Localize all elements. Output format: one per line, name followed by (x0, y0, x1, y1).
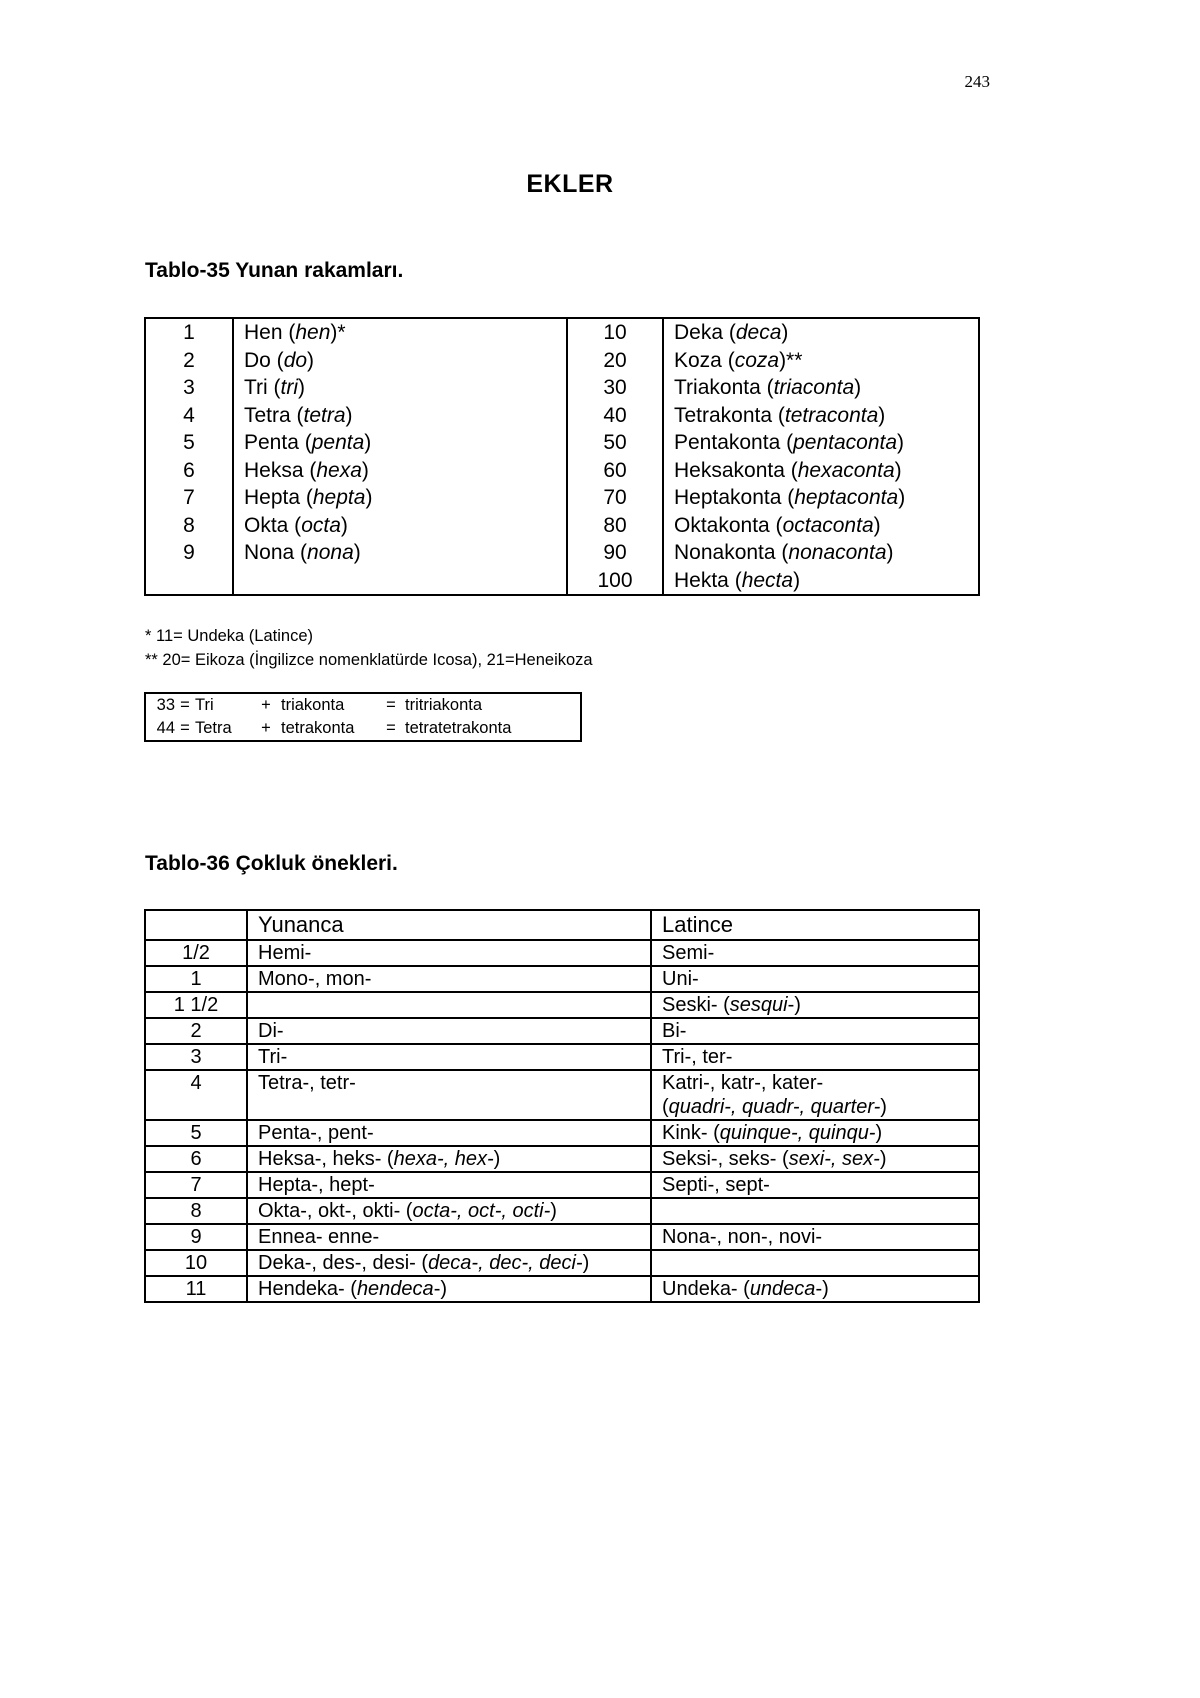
table-row (145, 940, 979, 966)
latin-form: tri (280, 376, 299, 399)
latin-form: octa-, oct-, octi- (412, 1200, 551, 1222)
composition-eq2: = (386, 696, 396, 714)
table-row (145, 457, 979, 485)
latin-form: hecta (741, 568, 794, 592)
latin-prefix-cell: Seski- (sesqui-) (651, 992, 979, 1018)
composition-num: 44 (156, 719, 175, 737)
multiplier-cell: 4 (145, 1070, 247, 1120)
numeral-cell: 90 (567, 539, 663, 567)
composition-a: Tetra (195, 719, 232, 737)
composition-result: tritriakonta (405, 696, 483, 714)
numeral-cell: 5 (145, 429, 233, 457)
table-row (145, 1276, 979, 1302)
latin-form: pentaconta (793, 431, 898, 454)
greek-prefix-cell: Penta-, pent- (247, 1120, 651, 1146)
greek-name-cell: Oktakonta (octaconta) (674, 513, 881, 537)
table-row (145, 966, 979, 992)
latin-prefix-cell: Seksi-, seks- (sexi-, sex-) (651, 1146, 979, 1172)
header-latin: Latince (651, 910, 979, 940)
numeral-cell: 60 (567, 457, 663, 485)
latin-prefix-cell: Katri-, katr-, kater- (quadri-, quadr-, quarter-) (651, 1070, 979, 1120)
composition-plus: + (261, 696, 271, 714)
table-row (145, 567, 979, 596)
greek-name-cell: Tetra (tetra) (233, 402, 567, 430)
greek-name-cell: Deka (deca) (674, 321, 789, 344)
latin-prefix-cell: Tri-, ter- (651, 1044, 979, 1070)
latin-form: do (283, 348, 308, 372)
latin-form: nonaconta (788, 541, 887, 564)
table35-caption: Tablo-35 Yunan rakamları. (145, 259, 404, 282)
latin-form: octaconta (782, 513, 874, 537)
numeral-cell: 1 (145, 318, 233, 347)
multiplier-cell: 1/2 (145, 940, 247, 966)
latin-form: coza (734, 348, 780, 372)
header-num (145, 910, 247, 940)
table36-header-row (145, 910, 979, 940)
multiplier-cell: 8 (145, 1198, 247, 1224)
greek-prefix-cell (247, 992, 651, 1018)
table-row (145, 1172, 979, 1198)
latin-form: tetra (303, 403, 346, 427)
numeral-cell: 10 (567, 318, 663, 347)
table-row (145, 318, 979, 347)
composition-b: triakonta (281, 696, 345, 714)
multiplier-cell: 3 (145, 1044, 247, 1070)
latin-prefix-cell: Semi- (651, 940, 979, 966)
greek-name-cell: Okta (octa) (233, 512, 567, 540)
greek-name-cell: Heksa (hexa) (233, 457, 567, 485)
latin-prefix-cell: Nona-, non-, novi- (651, 1224, 979, 1250)
numeral-cell: 50 (567, 429, 663, 457)
composition-plus: + (261, 719, 271, 737)
multiplier-cell: 10 (145, 1250, 247, 1276)
latin-prefix-cell: Undeka- (undeca-) (651, 1276, 979, 1302)
latin-form: hexa (316, 458, 362, 482)
greek-prefix-cell: Ennea- enne- (247, 1224, 651, 1250)
page-number: 243 (964, 72, 990, 91)
latin-form: hexaconta (797, 458, 895, 482)
numeral-cell (145, 567, 233, 596)
footnotes (145, 624, 593, 672)
latin-form: hen (295, 321, 331, 344)
numeral-cell: 70 (567, 484, 663, 512)
greek-prefix-cell: Deka-, des-, desi- (deca-, dec-, deci-) (247, 1250, 651, 1276)
latin-prefix-cell (651, 1250, 979, 1276)
latin-form: deca-, dec-, deci- (428, 1252, 583, 1274)
greek-name-cell: Triakonta (triaconta) (674, 376, 862, 399)
composition-eq2: = (386, 719, 396, 737)
greek-numerals-table (144, 317, 980, 596)
latin-form: undeca (749, 1278, 816, 1300)
page-title: EKLER (526, 170, 614, 198)
greek-name-cell: Penta (penta) (233, 429, 567, 457)
table-row (145, 992, 979, 1018)
table-row (145, 402, 979, 430)
greek-prefix-cell: Okta-, okt-, okti- (octa-, oct-, octi-) (247, 1198, 651, 1224)
multiplier-cell: 5 (145, 1120, 247, 1146)
latin-form: hexa-, hex- (393, 1148, 494, 1170)
multiplier-cell: 11 (145, 1276, 247, 1302)
composition-eq1: = (180, 719, 190, 737)
greek-name-cell: Hen (hen)* (233, 318, 567, 347)
greek-prefix-cell: Hemi- (247, 940, 651, 966)
table-row (145, 512, 979, 540)
greek-prefix-cell: Hepta-, hept- (247, 1172, 651, 1198)
composition-result: tetratetrakonta (405, 719, 512, 737)
greek-name-cell: Heptakonta (heptaconta) (674, 486, 906, 509)
latin-form: quadri-, quadr-, quarter- (668, 1096, 881, 1118)
multiplier-cell: 1 1/2 (145, 992, 247, 1018)
latin-form: sesqui (729, 994, 788, 1016)
table-row (145, 1070, 979, 1120)
greek-name-cell: Tri (tri) (233, 374, 567, 402)
composition-row (145, 693, 581, 717)
latin-form: quinque-, quinqu- (719, 1122, 876, 1144)
table36-caption: Tablo-36 Çokluk önekleri. (145, 852, 398, 875)
latin-prefix-cell: Bi- (651, 1018, 979, 1044)
greek-name-cell: Pentakonta (pentaconta) (674, 431, 905, 454)
numeral-cell: 40 (567, 402, 663, 430)
greek-name-cell: Hepta (hepta) (233, 484, 567, 512)
latin-form: hepta (312, 486, 366, 509)
table-row (145, 1198, 979, 1224)
composition-eq1: = (180, 696, 190, 714)
latin-form: nona (307, 541, 354, 564)
composition-b: tetrakonta (281, 719, 355, 737)
composition-a: Tri (195, 696, 214, 714)
numeral-cell: 30 (567, 374, 663, 402)
latin-form: sexi-, sex- (788, 1148, 880, 1170)
greek-name-cell (233, 567, 567, 596)
multiplicity-prefixes-table (144, 909, 980, 1303)
table-row (145, 374, 979, 402)
composition-num: 33 (156, 696, 175, 714)
numeral-cell: 8 (145, 512, 233, 540)
latin-form: penta (311, 431, 365, 454)
greek-name-cell: Nona (nona) (233, 539, 567, 567)
latin-form: deca (735, 321, 782, 344)
numeral-cell: 20 (567, 347, 663, 375)
greek-name-cell: Hekta (hecta) (674, 568, 801, 592)
table-row (145, 539, 979, 567)
greek-prefix-cell: Di- (247, 1018, 651, 1044)
numeral-cell: 100 (567, 567, 663, 596)
multiplier-cell: 2 (145, 1018, 247, 1044)
composition-row (145, 717, 581, 741)
greek-name-cell: Nonakonta (nonaconta) (674, 541, 894, 564)
table-row (145, 347, 979, 375)
numeral-cell: 4 (145, 402, 233, 430)
latin-prefix-cell (651, 1198, 979, 1224)
table-row (145, 1044, 979, 1070)
table-row (145, 1018, 979, 1044)
footnote-1: * 11= Undeka (Latince) (145, 627, 314, 645)
greek-prefix-cell: Heksa-, heks- (hexa-, hex-) (247, 1146, 651, 1172)
latin-form: hendeca (356, 1278, 434, 1300)
multiplier-cell: 7 (145, 1172, 247, 1198)
latin-form: tetraconta (784, 403, 879, 427)
composition-example-table (144, 692, 582, 742)
greek-prefix-cell: Mono-, mon- (247, 966, 651, 992)
greek-name-cell: Do (do) (233, 347, 567, 375)
numeral-cell: 2 (145, 347, 233, 375)
greek-name-cell: Tetrakonta (tetraconta) (674, 403, 886, 427)
greek-prefix-cell: Tri- (247, 1044, 651, 1070)
numeral-cell: 3 (145, 374, 233, 402)
header-greek: Yunanca (247, 910, 651, 940)
multiplier-cell: 9 (145, 1224, 247, 1250)
greek-prefix-cell: Tetra-, tetr- (247, 1070, 651, 1120)
table-row (145, 1146, 979, 1172)
numeral-cell: 7 (145, 484, 233, 512)
footnote-2: ** 20= Eikoza (İngilizce nomenklatürde Icosa), 21=Heneikoza (145, 651, 593, 669)
numeral-cell: 6 (145, 457, 233, 485)
table-row (145, 1250, 979, 1276)
latin-prefix-cell: Kink- (quinque-, quinqu-) (651, 1120, 979, 1146)
latin-prefix-cell: Septi-, sept- (651, 1172, 979, 1198)
table-row (145, 1120, 979, 1146)
multiplier-cell: 1 (145, 966, 247, 992)
numeral-cell: 9 (145, 539, 233, 567)
table-row (145, 484, 979, 512)
greek-name-cell: Heksakonta (hexaconta) (674, 458, 902, 482)
greek-name-cell: Koza (coza)** (674, 348, 803, 372)
greek-prefix-cell: Hendeka- (hendeca-) (247, 1276, 651, 1302)
latin-prefix-cell: Uni- (651, 966, 979, 992)
latin-form: octa (301, 513, 341, 537)
latin-form: heptaconta (794, 486, 899, 509)
numeral-cell: 80 (567, 512, 663, 540)
table-row (145, 1224, 979, 1250)
table-row (145, 429, 979, 457)
latin-form: triaconta (773, 376, 855, 399)
multiplier-cell: 6 (145, 1146, 247, 1172)
